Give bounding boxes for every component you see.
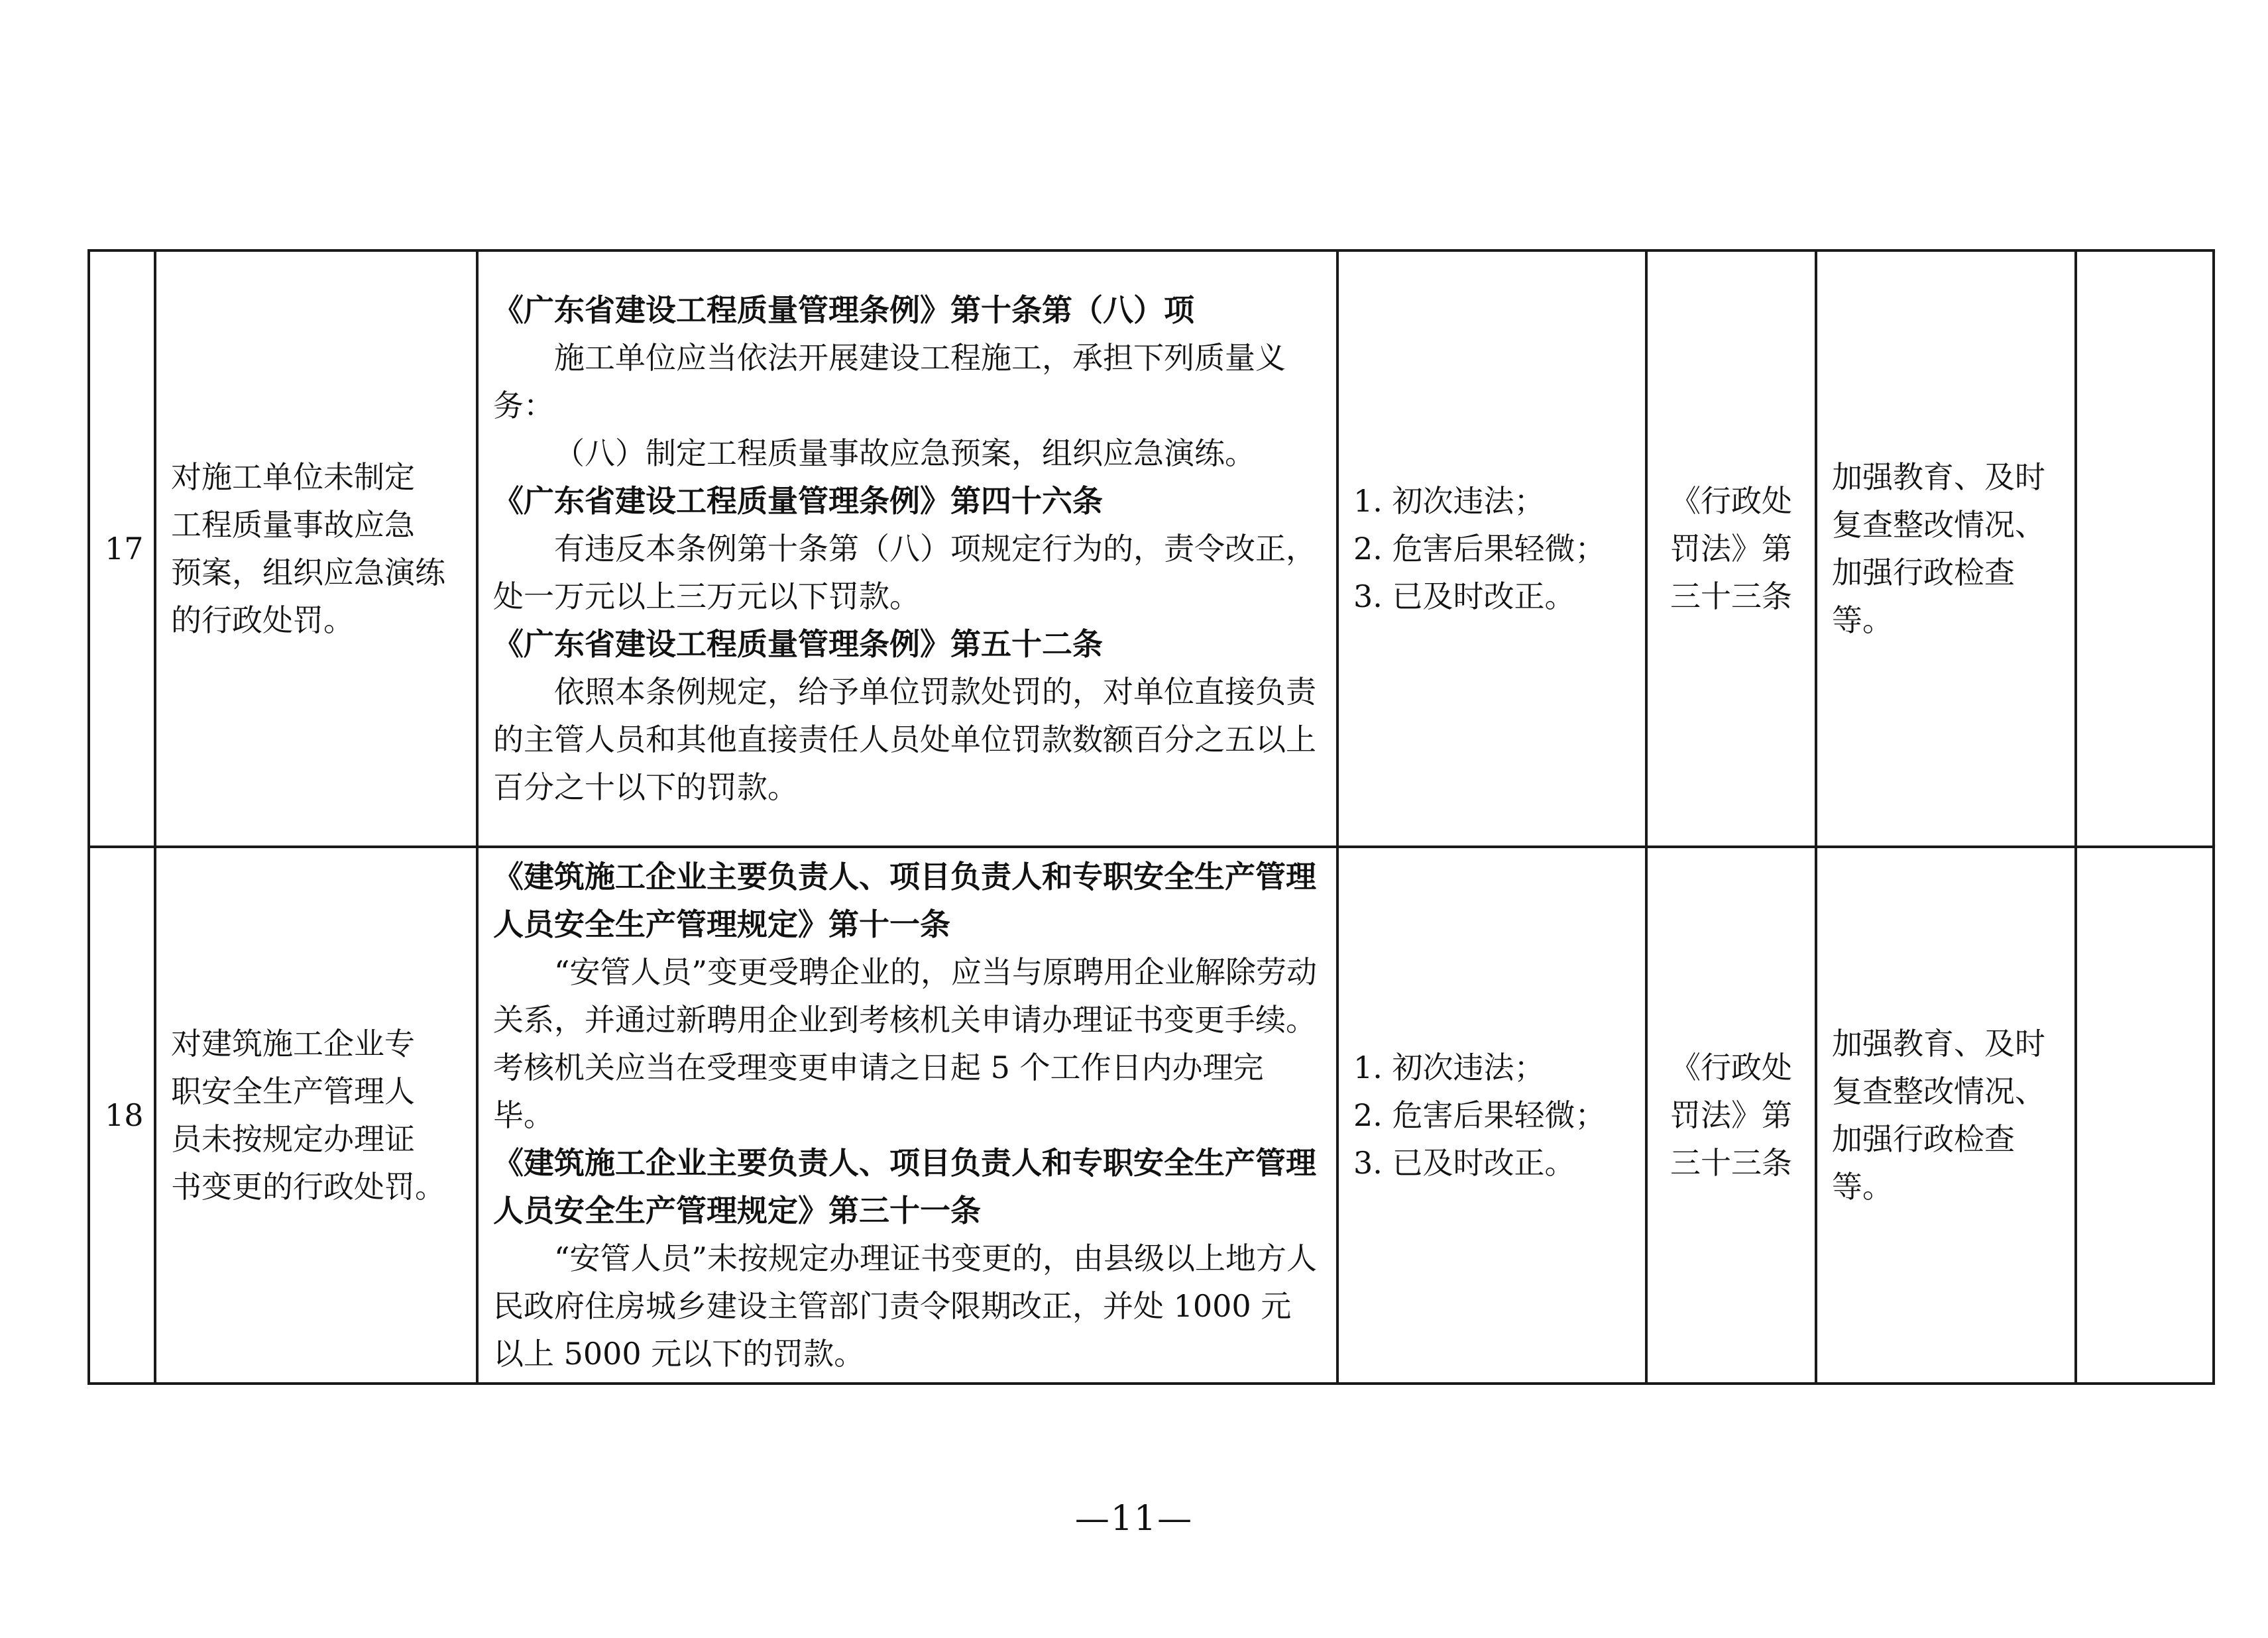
- law-text: 有违反本条例第十条第（八）项规定行为的，责令改正，处一万元以上三万元以下罚款。: [493, 531, 1316, 614]
- law-title: 《广东省建设工程质量管理条例》第四十六条: [493, 483, 1103, 519]
- measure-line: 等。: [1832, 602, 1893, 638]
- item-cell: [155, 847, 477, 1384]
- condition-item: 2. 危害后果轻微；: [1353, 1097, 1606, 1133]
- measure-line: 复查整改情况、: [1832, 1073, 2045, 1109]
- item-line: 员未按规定办理证: [171, 1121, 415, 1157]
- condition-item: 1. 初次违法；: [1353, 1050, 1545, 1085]
- reference-line: 《行政处: [1670, 1050, 1792, 1085]
- item-cell: [155, 250, 477, 847]
- page-number: —11—: [1074, 1499, 1194, 1539]
- law-text: 依照本条例规定，给予单位罚款处罚的，对单位直接负责的主管人员和其他直接责任人员处单位罚款数额百分之五以上百分之十以下的罚款。: [493, 674, 1316, 805]
- item-line: 的行政处罚。: [171, 602, 354, 638]
- conditions-cell: [1337, 250, 1646, 847]
- condition-item: 3. 已及时改正。: [1353, 578, 1575, 614]
- note-cell: [2076, 847, 2214, 1384]
- reference-line: 三十三条: [1670, 578, 1792, 614]
- measure-line: 等。: [1832, 1169, 1893, 1205]
- condition-item: 1. 初次违法；: [1353, 483, 1545, 519]
- legal-basis-cell: [477, 250, 1337, 847]
- condition-item: 3. 已及时改正。: [1353, 1145, 1575, 1181]
- item-line: 对施工单位未制定: [171, 459, 415, 495]
- law-title: 《建筑施工企业主要负责人、项目负责人和专职安全生产管理人员安全生产管理规定》第十一条: [493, 859, 1316, 942]
- item-line: 对建筑施工企业专: [171, 1026, 415, 1062]
- law-text: 施工单位应当依法开展建设工程施工，承担下列质量义务：: [493, 340, 1286, 423]
- condition-item: 2. 危害后果轻微；: [1353, 531, 1606, 567]
- reference-cell: [1646, 250, 1816, 847]
- measure-line: 加强教育、及时: [1832, 459, 2045, 495]
- measure-line: 加强教育、及时: [1832, 1026, 2045, 1062]
- measure-line: 复查整改情况、: [1832, 507, 2045, 543]
- reference-line: 《行政处: [1670, 483, 1792, 519]
- law-text: “安管人员”变更受聘企业的，应当与原聘用企业解除劳动关系，并通过新聘用企业到考核机关申请办理证书变更手续。考核机关应当在受理变更申请之日起 5 个工作日内办理完毕。: [493, 954, 1318, 1133]
- item-line: 职安全生产管理人: [171, 1073, 415, 1109]
- law-title: 《广东省建设工程质量管理条例》第五十二条: [493, 626, 1103, 662]
- measure-line: 加强行政检查: [1832, 1121, 2015, 1157]
- conditions-cell: [1337, 847, 1646, 1384]
- item-line: 书变更的行政处罚。: [171, 1169, 445, 1205]
- reference-line: 三十三条: [1670, 1145, 1792, 1181]
- row-number: 18: [89, 847, 155, 1384]
- row-number: 17: [89, 250, 155, 847]
- measures-cell: [1816, 847, 2076, 1384]
- table-row: [89, 847, 2214, 1384]
- law-title: 《广东省建设工程质量管理条例》第十条第（八）项: [493, 292, 1194, 328]
- law-text: （八）制定工程质量事故应急预案，组织应急演练。: [554, 435, 1255, 471]
- item-line: 工程质量事故应急: [171, 507, 415, 543]
- legal-basis-cell: [477, 847, 1337, 1384]
- penalty-table: [87, 249, 2215, 1385]
- reference-cell: [1646, 847, 1816, 1384]
- note-cell: [2076, 250, 2214, 847]
- law-text: “安管人员”未按规定办理证书变更的，由县级以上地方人民政府住房城乡建设主管部门责令限期改正，并处 1000 元以上 5000 元以下的罚款。: [493, 1240, 1318, 1372]
- reference-line: 罚法》第: [1670, 531, 1792, 567]
- measure-line: 加强行政检查: [1832, 555, 2015, 590]
- reference-line: 罚法》第: [1670, 1097, 1792, 1133]
- item-line: 预案，组织应急演练: [171, 555, 445, 590]
- table-row: [89, 250, 2214, 847]
- law-title: 《建筑施工企业主要负责人、项目负责人和专职安全生产管理人员安全生产管理规定》第三十一条: [493, 1145, 1316, 1228]
- measures-cell: [1816, 250, 2076, 847]
